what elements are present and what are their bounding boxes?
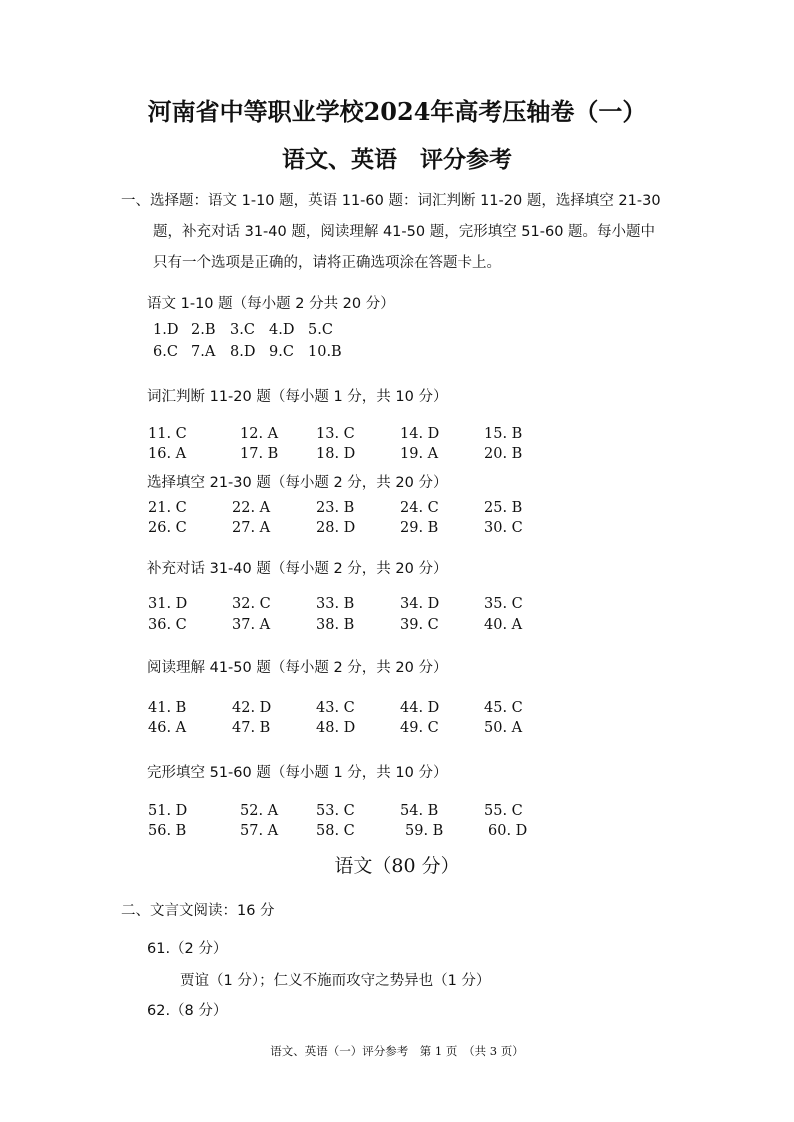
answer-item: 24. C: [400, 500, 439, 516]
question-61-label: 61.（2 分）: [147, 941, 228, 957]
answer-row: [0, 426, 794, 446]
answer-item: 32. C: [232, 596, 271, 612]
answer-row: [0, 596, 794, 616]
section-heading-dialogue: 补充对话 31-40 题（每小题 2 分，共 20 分）: [147, 561, 448, 577]
answer-item: 7.A: [191, 344, 216, 360]
answer-item: 8.D: [230, 344, 256, 360]
answer-item: 23. B: [316, 500, 355, 516]
answer-item: 45. C: [484, 700, 523, 716]
answer-item: 13. C: [316, 426, 355, 442]
answer-item: 50. A: [484, 720, 523, 736]
answer-row: [0, 823, 794, 843]
answer-item: 28. D: [316, 520, 356, 536]
answer-row: [0, 720, 794, 740]
answer-row: [0, 617, 794, 637]
section-heading-reading: 阅读理解 41-50 题（每小题 2 分，共 20 分）: [147, 660, 448, 676]
answer-item: 54. B: [400, 803, 439, 819]
page-title: 河南省中等职业学校2024年高考压轴卷（一）: [147, 97, 647, 126]
answer-item: 48. D: [316, 720, 356, 736]
answer-item: 53. C: [316, 803, 355, 819]
answer-item: 58. C: [316, 823, 355, 839]
answer-item: 31. D: [148, 596, 188, 612]
answer-item: 57. A: [240, 823, 279, 839]
answer-row: [0, 803, 794, 823]
answer-item: 25. B: [484, 500, 523, 516]
answer-item: 56. B: [148, 823, 187, 839]
answer-item: 34. D: [400, 596, 440, 612]
section-heading-cloze: 完形填空 51-60 题（每小题 1 分，共 10 分）: [147, 765, 448, 781]
page-footer: 语文、英语（一）评分参考 第 1 页 （共 3 页）: [270, 1044, 524, 1058]
section-heading-chinese-1-10: 语文 1-10 题（每小题 2 分共 20 分）: [147, 296, 395, 312]
answer-item: 59. B: [405, 823, 444, 839]
intro-line-2: 题，补充对话 31-40 题，阅读理解 41-50 题，完形填空 51-60 题。每小题中: [153, 224, 656, 240]
answer-item: 9.C: [269, 344, 294, 360]
answer-item: 11. C: [148, 426, 187, 442]
answer-item: 33. B: [316, 596, 355, 612]
answer-item: 37. A: [232, 617, 271, 633]
answer-row: [0, 520, 794, 540]
answer-item: 22. A: [232, 500, 271, 516]
answer-item: 14. D: [400, 426, 440, 442]
answer-row: [0, 500, 794, 520]
answer-item: 4.D: [269, 322, 295, 338]
answer-row: [0, 446, 794, 466]
answer-item: 18. D: [316, 446, 356, 462]
part2-heading: 二、文言文阅读：16 分: [121, 903, 275, 919]
answer-item: 40. A: [484, 617, 523, 633]
answer-item: 3.C: [230, 322, 255, 338]
section-heading-vocabulary: 词汇判断 11-20 题（每小题 1 分，共 10 分）: [147, 389, 448, 405]
answer-item: 49. C: [400, 720, 439, 736]
answer-item: 1.D: [153, 322, 179, 338]
answer-item: 55. C: [484, 803, 523, 819]
answer-item: 5.C: [308, 322, 333, 338]
answer-item: 19. A: [400, 446, 439, 462]
answer-item: 29. B: [400, 520, 439, 536]
intro-line-3: 只有一个选项是正确的，请将正确选项涂在答题卡上。: [153, 255, 501, 271]
answer-item: 42. D: [232, 700, 272, 716]
page-subtitle: 语文、英语 评分参考: [282, 146, 512, 173]
answer-item: 38. B: [316, 617, 355, 633]
answer-item: 44. D: [400, 700, 440, 716]
question-61-answer: 贾谊（1 分）；仁义不施而攻守之势异也（1 分）: [180, 973, 491, 989]
answer-item: 17. B: [240, 446, 279, 462]
question-62-label: 62.（8 分）: [147, 1003, 228, 1019]
answer-row: [0, 700, 794, 720]
answer-item: 15. B: [484, 426, 523, 442]
answer-item: 39. C: [400, 617, 439, 633]
answer-item: 2.B: [191, 322, 216, 338]
answer-item: 27. A: [232, 520, 271, 536]
answer-item: 30. C: [484, 520, 523, 536]
answer-item: 35. C: [484, 596, 523, 612]
answer-item: 51. D: [148, 803, 188, 819]
intro-line-1: 一、选择题：语文 1-10 题，英语 11-60 题：词汇判断 11-20 题，选择填空 21-30: [121, 193, 661, 209]
answer-item: 36. C: [148, 617, 187, 633]
answer-item: 47. B: [232, 720, 271, 736]
answer-item: 43. C: [316, 700, 355, 716]
section-heading-multiple-choice: 选择填空 21-30 题（每小题 2 分，共 20 分）: [147, 475, 448, 491]
answer-row: [0, 344, 794, 364]
answer-item: 20. B: [484, 446, 523, 462]
answer-row: [0, 322, 794, 342]
answer-item: 21. C: [148, 500, 187, 516]
chinese-section-title: 语文（80 分）: [334, 855, 460, 877]
answer-item: 52. A: [240, 803, 279, 819]
answer-item: 6.C: [153, 344, 178, 360]
answer-item: 26. C: [148, 520, 187, 536]
answer-item: 41. B: [148, 700, 187, 716]
answer-item: 10.B: [308, 344, 342, 360]
answer-item: 12. A: [240, 426, 279, 442]
answer-item: 16. A: [148, 446, 187, 462]
answer-item: 46. A: [148, 720, 187, 736]
answer-item: 60. D: [488, 823, 528, 839]
